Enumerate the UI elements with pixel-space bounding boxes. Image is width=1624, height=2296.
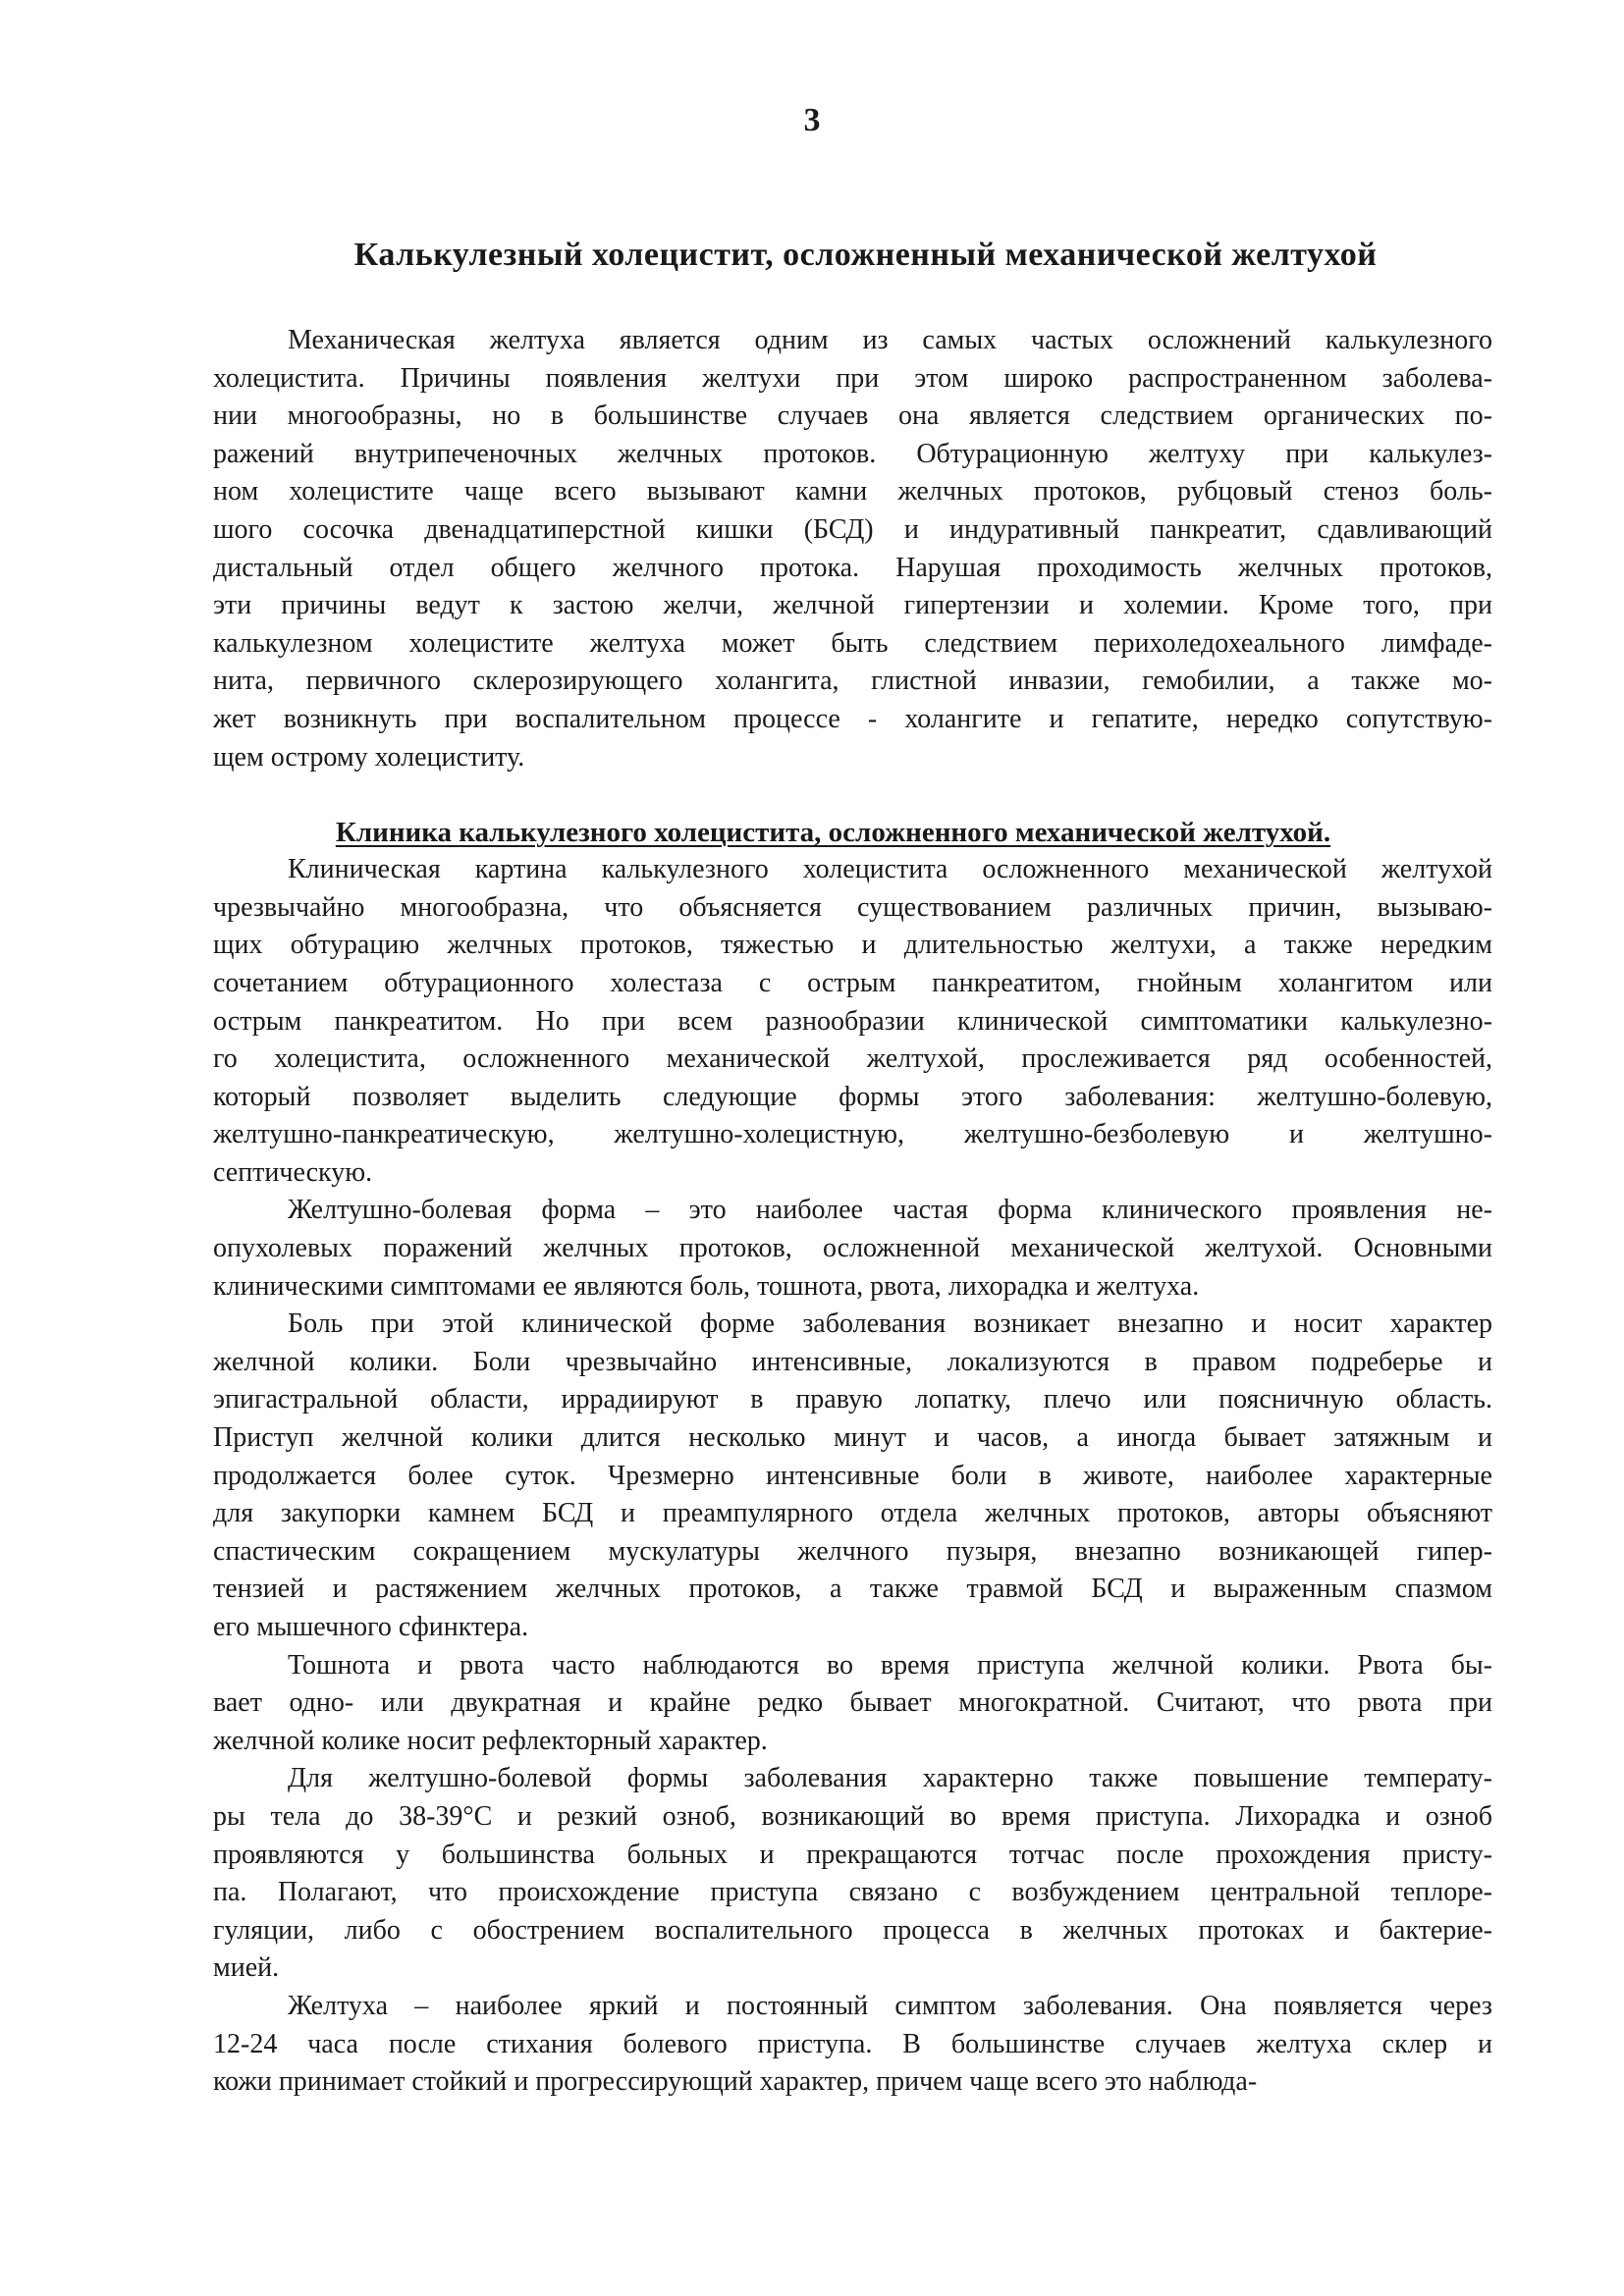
text-line: Боль при этой клинической форме заболевания возникает внезапно и носит характер [288, 1308, 1492, 1340]
text-line: кожи принимает стойкий и прогрессирующий характер, причем чаще всего это наблюда- [213, 2066, 1258, 2098]
text-line: желчной колики. Боли чрезвычайно интенсивные, локализуются в правом подреберье и [213, 1346, 1492, 1377]
text-line: па. Полагают, что происхождение приступа связано с возбуждением центральной теплоре- [213, 1877, 1492, 1908]
text-line: опухолевых поражений желчных протоков, осложненной механической желтухой. Основными [213, 1233, 1492, 1264]
text-line: калькулезном холецистите желтуха может быть следствием перихоледохеального лимфаде- [213, 627, 1492, 659]
body-paragraph [213, 1647, 1492, 1761]
text-line: щих обтурацию желчных протоков, тяжестью и длительностью желтухи, а также нередким [213, 930, 1492, 961]
text-line: чрезвычайно многообразна, что объясняется существованием различных причин, вызываю- [213, 891, 1492, 923]
text-line: желчной колике носит рефлекторный характер. [213, 1725, 768, 1756]
text-line: септическую. [213, 1156, 373, 1188]
text-line: 12-24 часа после стихания болевого приступа. В большинстве случаев желтуха склер и [213, 2028, 1492, 2059]
text-line: ражений внутрипеченочных желчных протоков. Обтурационную желтуху при калькулез- [213, 438, 1492, 469]
text-line: шого сосочка двенадцатиперстной кишки (БСД) и индуративный панкреатит, сдавливающий [213, 513, 1492, 545]
document-title: Калькулезный холецистит, осложненный механической желтухой [353, 237, 1378, 273]
body-paragraph [213, 1306, 1492, 1646]
body-paragraph [213, 1192, 1492, 1306]
text-line: жет возникнуть при воспалительном процессе - холангите и гепатите, нередко сопутствую- [213, 703, 1492, 734]
section-heading: Клиника калькулезного холецистита, осложненного механической желтухой. [335, 817, 1331, 849]
text-line: острым панкреатитом. Но при всем разнообразии клинической симптоматики калькулезно- [213, 1005, 1492, 1037]
text-line: го холецистита, осложненного механической желтухой, прослеживается ряд особенностей, [213, 1043, 1492, 1075]
text-line: проявляются у большинства больных и прекращаются тотчас после прохождения присту- [213, 1839, 1492, 1870]
text-line: Клиническая картина калькулезного холецистита осложненного механической желтухой [288, 854, 1492, 885]
text-line: тензией и растяжением желчных протоков, а также травмой БСД и выраженным спазмом [213, 1574, 1492, 1605]
text-line: Желтуха – наиболее яркий и постоянный симптом заболевания. Она появляется через [288, 1990, 1492, 2021]
text-line: эти причины ведут к застою желчи, желчной гипертензии и холемии. Кроме того, при [213, 590, 1492, 621]
text-line: дистальный отдел общего желчного протока. Нарушая проходимость желчных протоков, [213, 552, 1492, 583]
page-number: 3 [803, 102, 821, 138]
text-line: спастическим сокращением мускулатуры желчного пузыря, внезапно возникающей гипер- [213, 1535, 1492, 1567]
text-line: Для желтушно-болевой формы заболевания характерно также повышение температу- [288, 1763, 1492, 1794]
text-line: ры тела до 38-39°С и резкий озноб, возникающий во время приступа. Лихорадка и озноб [213, 1800, 1492, 1832]
text-line: вает одно- или двукратная и крайне редко бывает многократной. Считают, что рвота при [213, 1687, 1492, 1719]
text-line: нии многообразны, но в большинстве случаев она является следствием органических по- [213, 400, 1492, 432]
intro-paragraph [213, 322, 1492, 776]
text-line: ном холецистите чаще всего вызывают камни желчных протоков, рубцовый стеноз боль- [213, 476, 1492, 507]
text-line: холецистита. Причины появления желтухи при этом широко распространенном заболева- [213, 362, 1492, 394]
text-line: эпигастральной области, иррадиируют в правую лопатку, плечо или поясничную область. [213, 1384, 1492, 1415]
body-paragraph [213, 1760, 1492, 1988]
text-line: продолжается более суток. Чрезмерно интенсивные боли в животе, наиболее характерные [213, 1460, 1492, 1491]
page-content [213, 236, 1492, 2102]
text-line: который позволяет выделить следующие формы этого заболевания: желтушно-болевую, [213, 1081, 1492, 1112]
text-line: его мышечного сфинктера. [213, 1612, 529, 1642]
text-line: сочетанием обтурационного холестаза с острым панкреатитом, гнойным холангитом или [213, 967, 1492, 998]
text-line: клиническими симптомами ее являются боль, тошнота, рвота, лихорадка и желтуха. [213, 1270, 1200, 1302]
text-line: нита, первичного склерозирующего холангита, глистной инвазии, гемобилии, а также мо- [213, 666, 1492, 697]
section-body [213, 851, 1492, 2102]
body-paragraph [213, 851, 1492, 1192]
text-line: желтушно-панкреатическую, желтушно-холецистную, желтушно-безболевую и желтушно- [213, 1119, 1492, 1150]
text-line: Механическая желтуха является одним из самых частых осложнений калькулезного [288, 325, 1492, 355]
text-line: для закупорки камнем БСД и преампулярного отдела желчных протоков, авторы объясняют [213, 1498, 1492, 1529]
text-line: гуляции, либо с обострением воспалительного процесса в желчных протоках и бактерие- [213, 1914, 1492, 1946]
text-line: мией. [213, 1952, 280, 1984]
text-line: Тошнота и рвота часто наблюдаются во время приступа желчной колики. Рвота бы- [288, 1649, 1492, 1681]
text-line: Приступ желчной колики длится несколько минут и часов, а иногда бывает затяжным и [213, 1422, 1492, 1454]
text-line: щем острому холециститу. [213, 741, 525, 773]
text-line: Желтушно-болевая форма – это наиболее частая форма клинического проявления не- [288, 1195, 1492, 1226]
body-paragraph [213, 1988, 1492, 2102]
